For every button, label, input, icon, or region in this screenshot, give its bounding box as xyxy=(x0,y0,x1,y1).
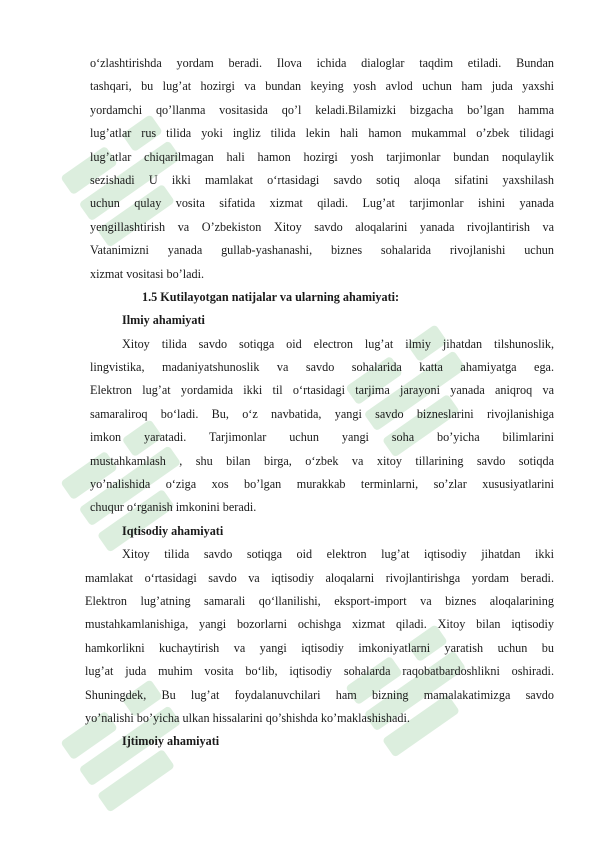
text-line: Xitoy tilida savdo sotiqga oid electron lug’at ilmiy jihatdan tilshunoslik, xyxy=(122,336,554,351)
text-line: chuqur o‘rganish imkonini beradi. xyxy=(90,500,257,515)
text-line: Elektron lug’atning samarali qo‘llanilishi, eksport-import va biznes aloqalarining xyxy=(85,593,554,608)
text-line: Elektron lug’at yordamida ikki til o‘rtasidagi tarjima jarayoni yanada aniqroq va xyxy=(90,383,554,398)
section-heading: 1.5 Kutilayotgan natijalar va ularning ahamiyati: xyxy=(142,289,400,304)
subheading-social: Ijtimoiy ahamiyati xyxy=(122,734,220,749)
text-line: lug’atlar chiqarilmagan hali hamon hozirgi yosh tarjimonlar bundan noqulaylik xyxy=(90,149,554,164)
text-line: yo’nalishida o‘ziga xos bo’lgan murakkab terminlarni, so’zlar xususiyatlarini xyxy=(90,477,554,492)
text-line: yordamchi qo’llanma vositasida qo’l keladi.Bilamizki bizgacha bo’lgan hamma xyxy=(90,102,554,117)
text-line: tashqari, bu lug’at hozirgi va bundan keying yosh avlod uchun ham juda yaxshi xyxy=(90,79,554,94)
text-line: mamlakat o‘rtasidagi savdo va iqtisodiy aloqalarni rivojlantirishga yordam beradi. xyxy=(85,570,554,585)
text-line: yo’nalishi bo’yicha ulkan hissalarini qo’shishda ko’maklashishadi. xyxy=(85,710,410,725)
paragraph-intro-continuation xyxy=(90,52,554,286)
text-line: Vatanimizni yanada gullab-yashanashi, biznes sohalarida rivojlanishi uchun xyxy=(90,243,554,258)
text-line: yengillashtirish va O’zbekiston Xitoy savdo aloqalarini yanada rivojlantirish va xyxy=(90,219,554,234)
text-line: Shuningdek, Bu lug’at foydalanuvchilari ham bizning mamalakatimizga savdo xyxy=(85,687,554,702)
text-line: o‘zlashtirishda yordam beradi. Ilova ichida dialoglar taqdim etiladi. Bundan xyxy=(90,56,554,70)
text-line: sezishadi U ikki mamlakat o‘rtasidagi savdo sotiq aloqa sifatini yaxshilash xyxy=(90,172,554,187)
text-line: uchun qulay vosita sifatida xizmat qiladi. Lug’at tarjimonlar ishini yanada xyxy=(90,196,554,211)
text-line: samaraliroq bo‘ladi. Bu, o‘z navbatida, yangi savdo bizneslarini rivojlanishiga xyxy=(90,406,554,421)
text-line: Xitoy tilida savdo sotiqga oid elektron lug’at iqtisodiy jihatdan ikki xyxy=(122,547,554,562)
text-line: mustahkamlanishiga, yangi bozorlarni ochishga xizmat qiladi. Xitoy bilan iqtisodiy xyxy=(85,617,554,632)
text-line: lingvistika, madaniyatshunoslik va savdo sohalarida katta ahamiyatga ega. xyxy=(90,360,554,375)
subheading-scientific: Ilmiy ahamiyati xyxy=(122,313,205,328)
text-line: imkon yaratadi. Tarjimonlar uchun yangi soha bo’yicha bilimlarini xyxy=(90,430,554,445)
paragraph-scientific xyxy=(90,333,554,520)
text-line: lug’atlar rus tilida yoki ingliz tilida lekin hali hamon mukammal o’zbek tilidagi xyxy=(90,126,554,141)
text-line: xizmat vositasi bo’ladi. xyxy=(90,266,205,281)
text-line: lug’at juda muhim vosita bo‘lib, iqtisodiy sohalarda raqobatbardoshlikni oshiradi. xyxy=(85,664,554,679)
text-line: mustahkamlash , shu bilan birga, o‘zbek va xitoy tillarining savdo sotiqda xyxy=(90,453,554,468)
subheading-economic: Iqtisodiy ahamiyati xyxy=(122,523,224,538)
text-line: hamkorlikni kuchaytirish va yangi iqtisodiy imkoniyatlarni yaratish uchun bu xyxy=(85,640,554,655)
paragraph-economic xyxy=(85,543,554,730)
document-page xyxy=(85,52,554,754)
